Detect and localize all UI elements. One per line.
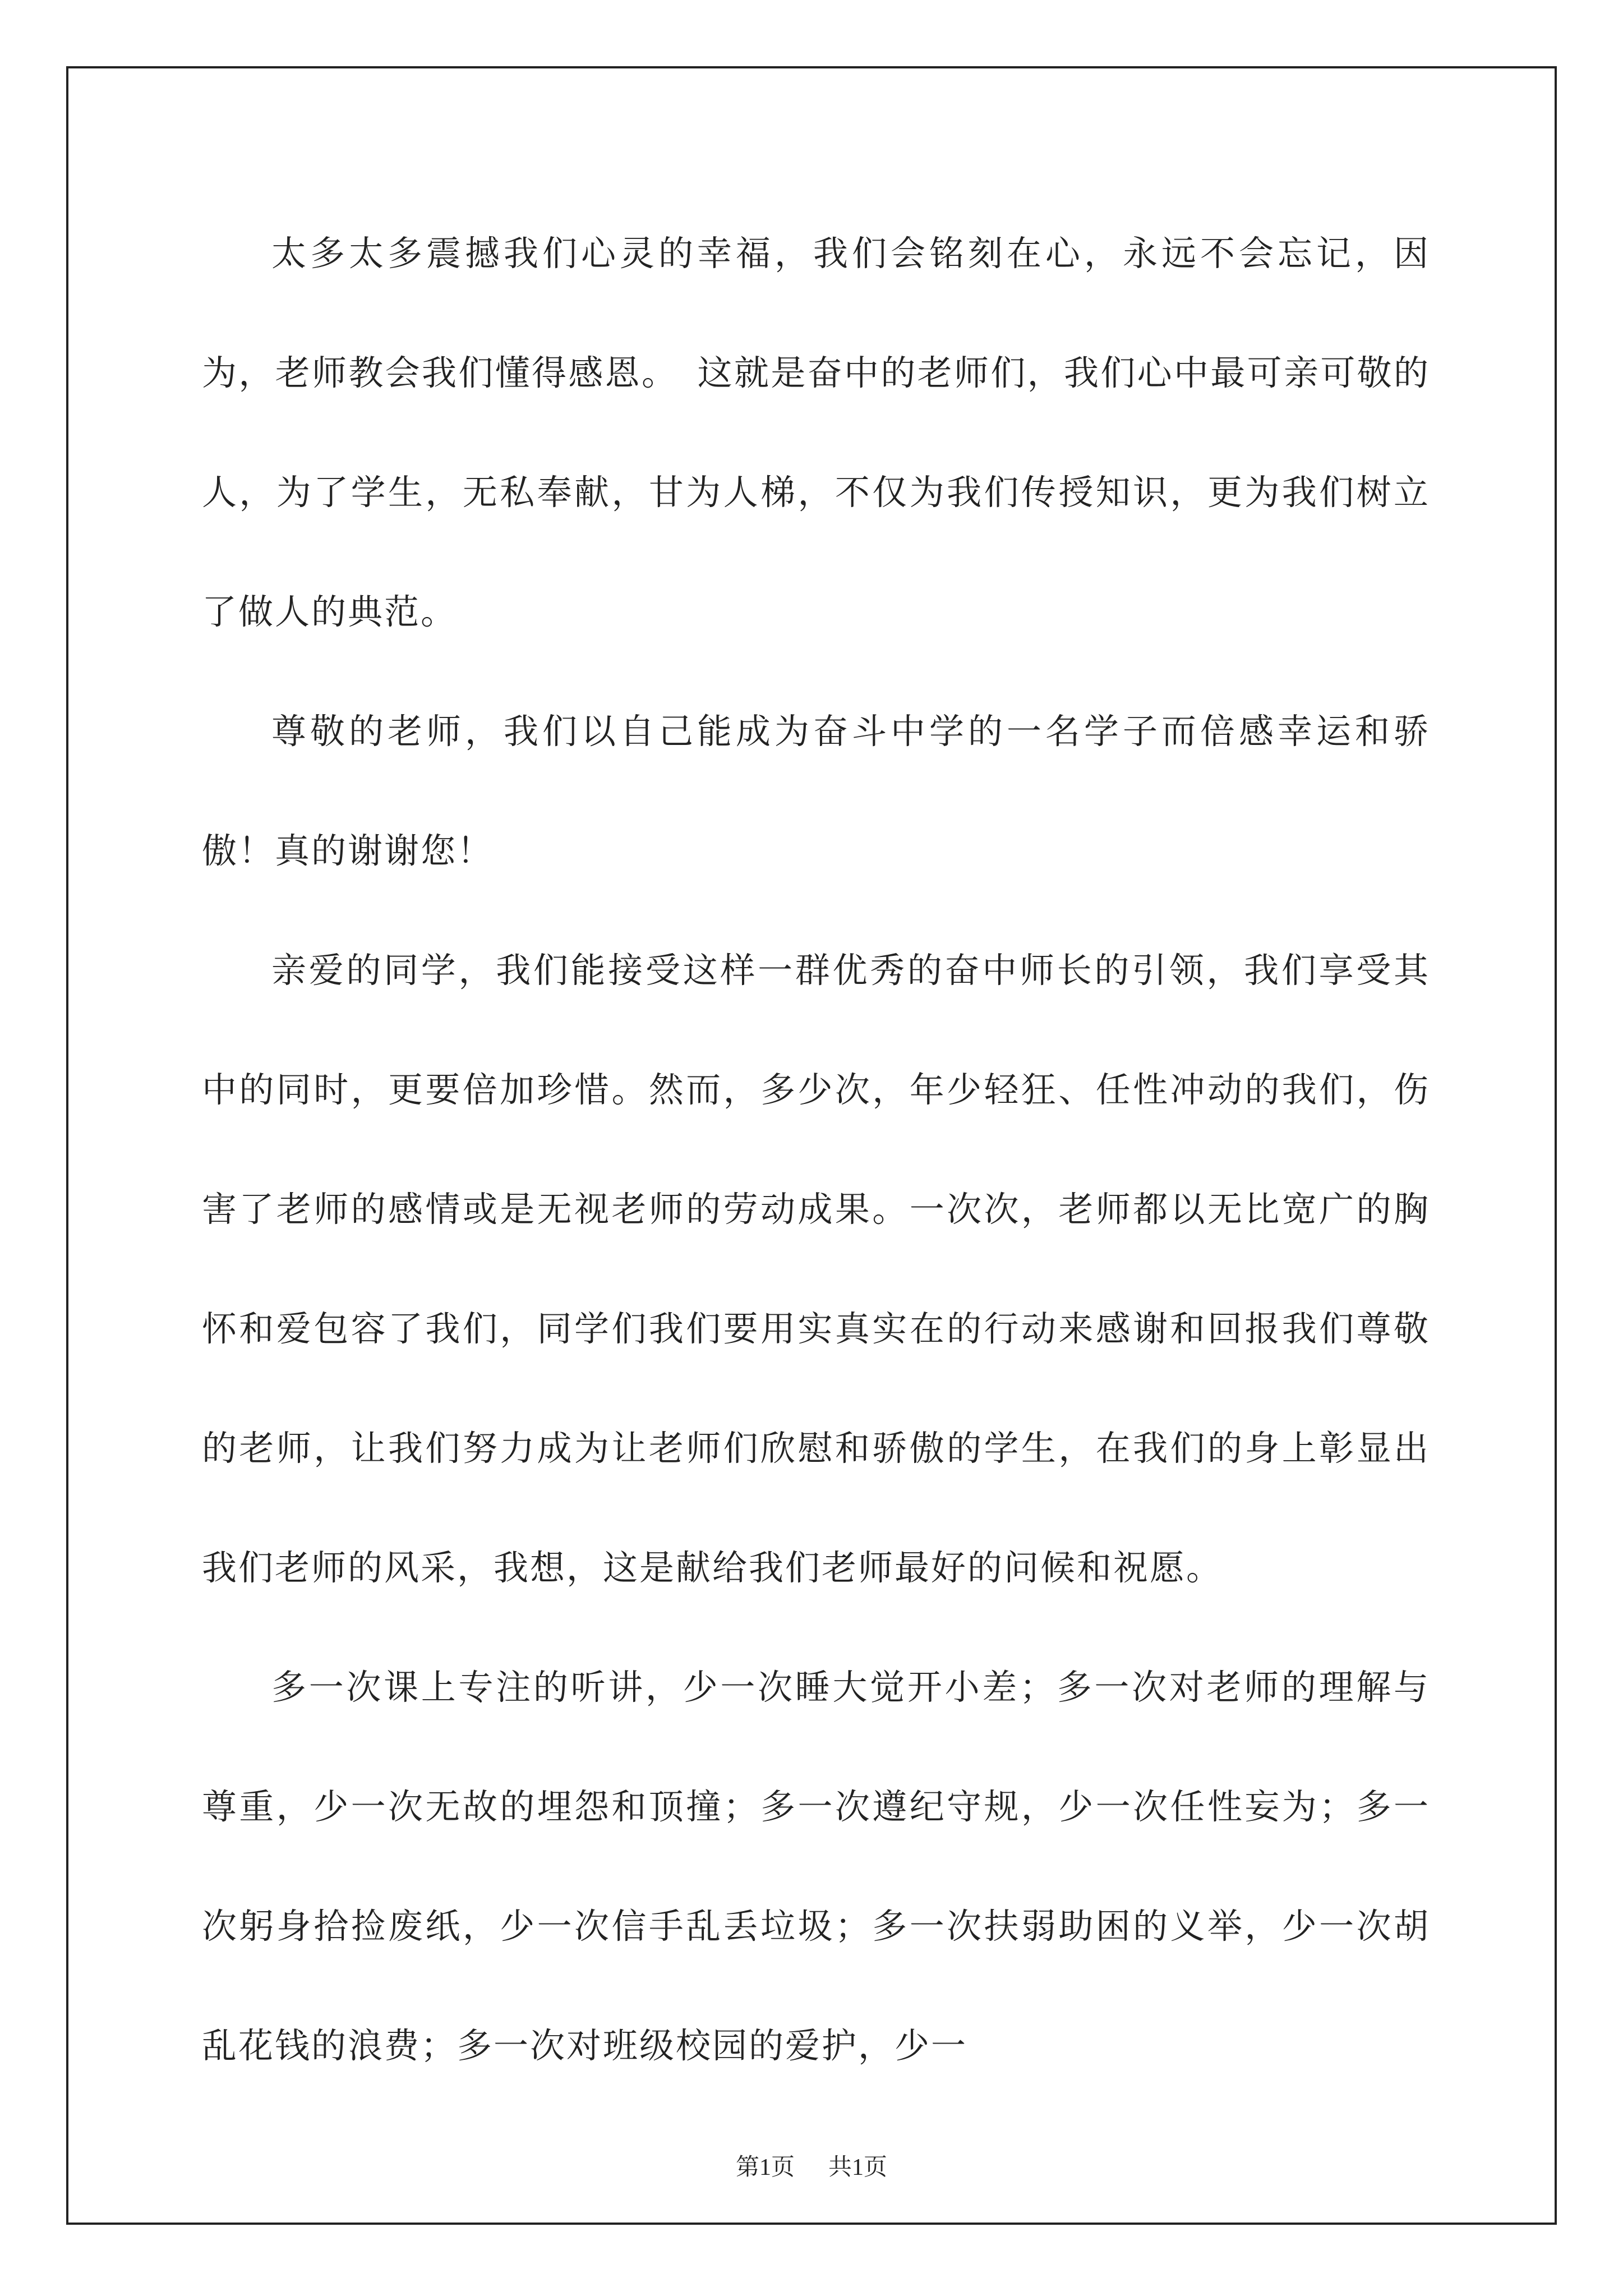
paragraph-1: 太多太多震撼我们心灵的幸福，我们会铭刻在心，永远不会忘记，因为，老师教会我们懂得感恩。 这就是奋中的老师们，我们心中最可亲可敬的人，为了学生，无私奉献，甘为人梯，不仅为我们传授知识，更为我们树立了做人的典范。 [202, 233, 1430, 632]
page-number-total: 共1页 [828, 2155, 888, 2180]
paragraph-3: 亲爱的同学，我们能接受这样一群优秀的奋中师长的引领，我们享受其中的同时，更要倍加珍惜。然而，多少次，年少轻狂、任性冲动的我们，伤害了老师的感情或是无视老师的劳动成果。一次次，老师都以无比宽广的胸怀和爱包容了我们，同学们我们要用实真实在的行动来感谢和回报我们尊敬的老师，让我们努力成为让老师们欣慰和骄傲的学生，在我们的身上彰显出我们老师的风采，我想，这是献给我们老师最好的问候和祝愿。 [202, 950, 1430, 1588]
paragraph-2: 尊敬的老师，我们以自己能成为奋斗中学的一名学子而倍感幸运和骄傲！真的谢谢您！ [202, 711, 1430, 871]
page-number-current: 第1页 [735, 2155, 795, 2180]
paragraph-4: 多一次课上专注的听讲，少一次睡大觉开小差；多一次对老师的理解与尊重，少一次无故的埋怨和顶撞；多一次遵纪守规，少一次任性妄为；多一次躬身拾捡废纸，少一次信手乱丢垃圾；多一次扶弱助困的义举，少一次胡乱花钱的浪费；多一次对班级校园的爱护，少一 [202, 1667, 1430, 2066]
document-body [202, 194, 1430, 2105]
page-footer [0, 2148, 1623, 2182]
